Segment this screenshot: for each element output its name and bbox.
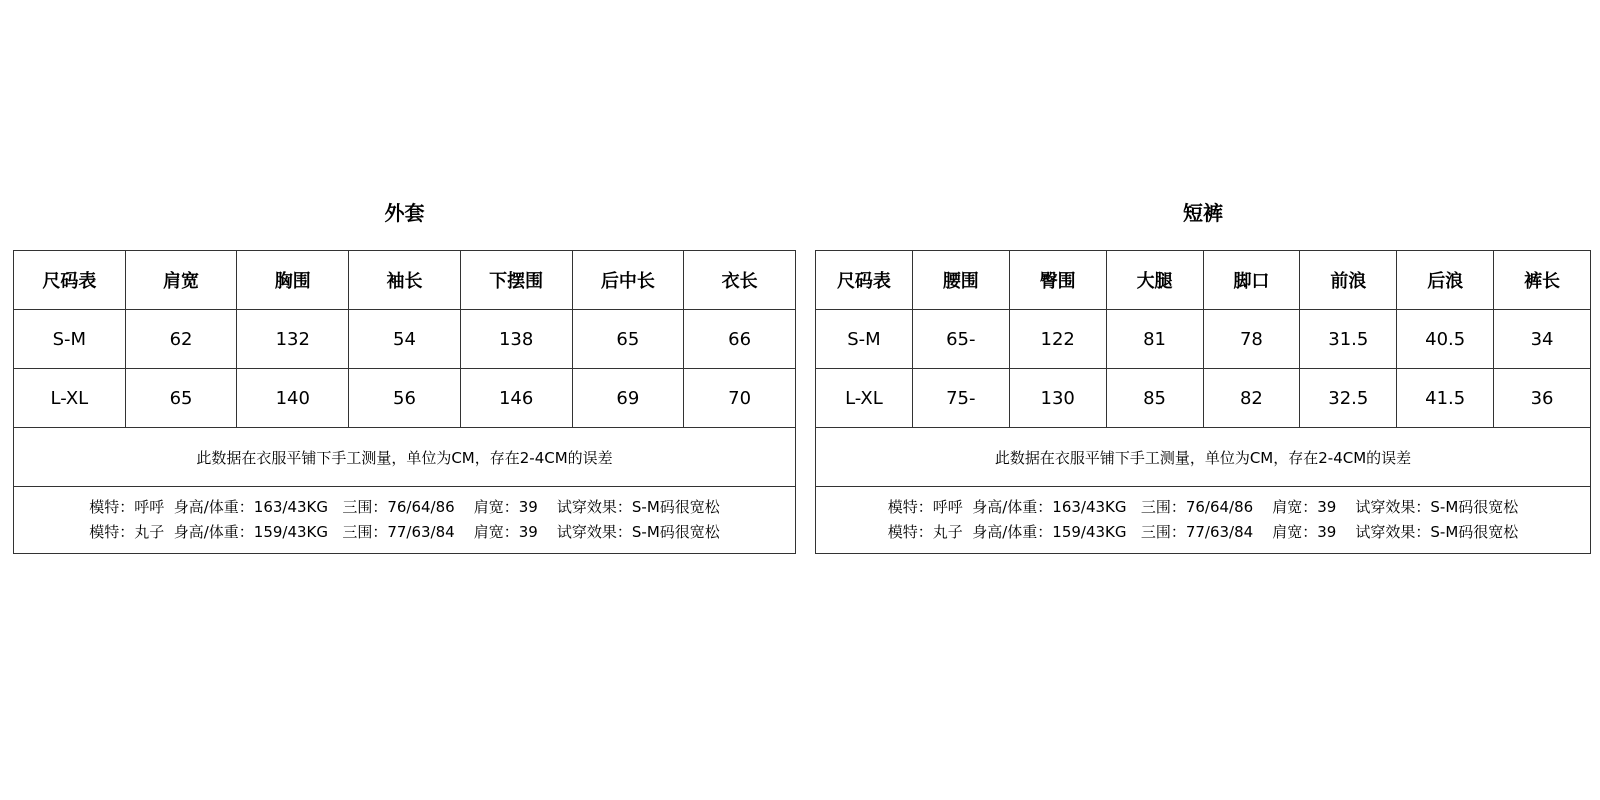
table-cell: 56 [349, 369, 461, 428]
measurement-note: 此数据在衣服平铺下手工测量，单位为CM，存在2-4CM的误差 [14, 428, 796, 487]
header-cell: 脚口 [1203, 251, 1300, 310]
shorts-title: 短裤 [1183, 201, 1223, 225]
table-row [14, 369, 796, 428]
table-cell: 69 [572, 369, 684, 428]
jacket-size-table [13, 250, 796, 554]
header-cell: 臀围 [1009, 251, 1106, 310]
table-cell: 31.5 [1300, 310, 1397, 369]
table-cell: 82 [1203, 369, 1300, 428]
model-line: 模特：呼呼 身高/体重：163/43KG 三围：76/64/86 肩宽：39 试穿效果：S-M码很宽松 [89, 498, 720, 516]
table-cell: 66 [684, 310, 796, 369]
header-cell: 裤长 [1494, 251, 1591, 310]
table-cell: 132 [237, 310, 349, 369]
model-line: 模特：丸子 身高/体重：159/43KG 三围：77/63/84 肩宽：39 试穿效果：S-M码很宽松 [887, 523, 1519, 541]
header-cell: 尺码表 [816, 251, 913, 310]
header-cell: 衣长 [684, 251, 796, 310]
table-cell: 75- [912, 369, 1009, 428]
table-cell: 54 [349, 310, 461, 369]
measurement-note: 此数据在衣服平铺下手工测量，单位为CM，存在2-4CM的误差 [816, 428, 1591, 487]
jacket-title: 外套 [384, 201, 425, 225]
table-cell: 65 [125, 369, 237, 428]
table-cell: 62 [125, 310, 237, 369]
table-header-row [816, 251, 1591, 310]
header-cell: 肩宽 [125, 251, 237, 310]
table-cell: 146 [460, 369, 572, 428]
table-cell: S-M [816, 310, 913, 369]
table-header-row [14, 251, 796, 310]
models-row [816, 487, 1591, 554]
model-line: 模特：呼呼 身高/体重：163/43KG 三围：76/64/86 肩宽：39 试穿效果：S-M码很宽松 [887, 498, 1519, 516]
header-cell: 大腿 [1106, 251, 1203, 310]
header-cell: 尺码表 [14, 251, 126, 310]
table-row [14, 310, 796, 369]
note-row [816, 428, 1591, 487]
models-row [14, 487, 796, 554]
note-row [14, 428, 796, 487]
model-info [14, 487, 796, 554]
table-cell: 65- [912, 310, 1009, 369]
header-cell: 袖长 [349, 251, 461, 310]
header-cell: 后中长 [572, 251, 684, 310]
table-cell: 138 [460, 310, 572, 369]
model-line: 模特：丸子 身高/体重：159/43KG 三围：77/63/84 肩宽：39 试穿效果：S-M码很宽松 [89, 523, 720, 541]
table-cell: 85 [1106, 369, 1203, 428]
table-cell: 40.5 [1397, 310, 1494, 369]
table-cell: L-XL [14, 369, 126, 428]
header-cell: 前浪 [1300, 251, 1397, 310]
table-cell: S-M [14, 310, 126, 369]
table-row [816, 369, 1591, 428]
table-row [816, 310, 1591, 369]
shorts-size-panel [815, 200, 1591, 554]
shorts-size-table [815, 250, 1591, 554]
jacket-size-panel [13, 200, 796, 554]
table-cell: 65 [572, 310, 684, 369]
header-cell: 后浪 [1397, 251, 1494, 310]
table-cell: 34 [1494, 310, 1591, 369]
header-cell: 腰围 [912, 251, 1009, 310]
header-cell: 下摆围 [460, 251, 572, 310]
table-cell: 78 [1203, 310, 1300, 369]
model-info [816, 487, 1591, 554]
table-cell: 32.5 [1300, 369, 1397, 428]
header-cell: 胸围 [237, 251, 349, 310]
table-cell: 36 [1494, 369, 1591, 428]
table-cell: 70 [684, 369, 796, 428]
table-cell: 41.5 [1397, 369, 1494, 428]
table-cell: 140 [237, 369, 349, 428]
table-cell: 81 [1106, 310, 1203, 369]
table-cell: 130 [1009, 369, 1106, 428]
table-cell: L-XL [816, 369, 913, 428]
table-cell: 122 [1009, 310, 1106, 369]
